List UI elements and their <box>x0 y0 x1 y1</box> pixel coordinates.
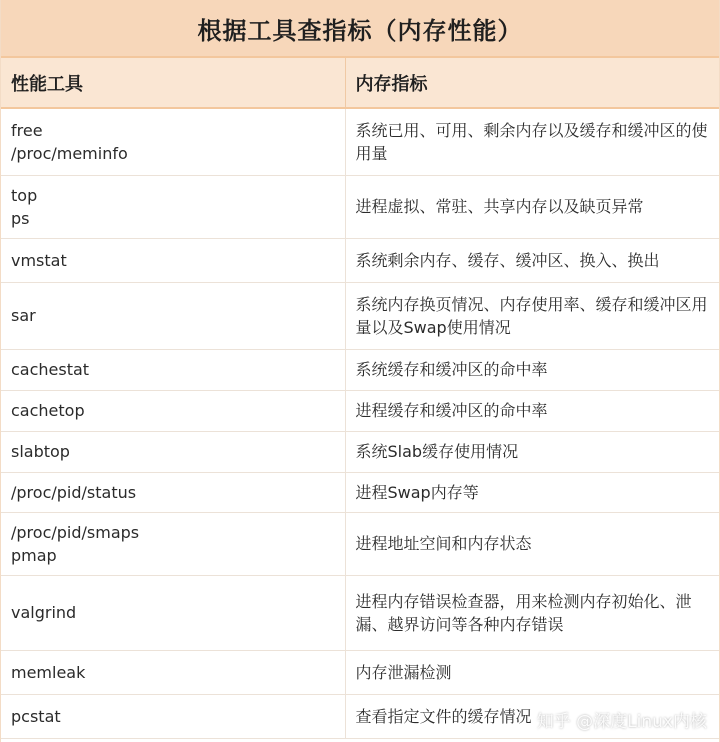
metric-cell: 进程内存错误检查器，用来检测内存初始化、泄漏、越界访问等各种内存错误 <box>345 575 719 650</box>
table-row <box>1 472 719 512</box>
table-row <box>1 238 719 282</box>
table-row <box>1 650 719 694</box>
tool-cell: slabtop <box>1 431 345 472</box>
tool-cell: valgrind <box>1 575 345 650</box>
metric-cell: 内存泄漏检测 <box>345 650 719 694</box>
table-row <box>1 575 719 650</box>
tool-cell: vmstat <box>1 238 345 282</box>
table-title: 根据工具查指标（内存性能） <box>1 0 719 56</box>
metric-cell: 系统已用、可用、剩余内存以及缓存和缓冲区的使用量 <box>345 108 719 175</box>
table-row <box>1 175 719 238</box>
table-header-row <box>1 57 719 108</box>
tool-cell: cachestat <box>1 349 345 390</box>
table-row <box>1 431 719 472</box>
table-row <box>1 512 719 575</box>
tool-cell: pcstat <box>1 694 345 738</box>
column-header-tool: 性能工具 <box>1 57 345 108</box>
table-row <box>1 349 719 390</box>
tool-metric-table <box>1 56 719 739</box>
table-row <box>1 390 719 431</box>
metric-cell: 进程虚拟、常驻、共享内存以及缺页异常 <box>345 175 719 238</box>
table-row <box>1 694 719 738</box>
metric-cell: 进程缓存和缓冲区的命中率 <box>345 390 719 431</box>
tool-cell: top ps <box>1 175 345 238</box>
metric-cell: 进程Swap内存等 <box>345 472 719 512</box>
table-row <box>1 108 719 175</box>
metric-cell: 系统剩余内存、缓存、缓冲区、换入、换出 <box>345 238 719 282</box>
tool-cell: /proc/pid/status <box>1 472 345 512</box>
tool-cell: memleak <box>1 650 345 694</box>
tool-cell: cachetop <box>1 390 345 431</box>
table-row <box>1 282 719 349</box>
metric-cell: 查看指定文件的缓存情况 <box>345 694 719 738</box>
watermark-text: 知乎 @深度Linux内核 <box>536 712 707 732</box>
column-header-metric: 内存指标 <box>345 57 719 108</box>
metric-cell: 进程地址空间和内存状态 <box>345 512 719 575</box>
metric-cell: 系统内存换页情况、内存使用率、缓存和缓冲区用量以及Swap使用情况 <box>345 282 719 349</box>
tool-cell: free /proc/meminfo <box>1 108 345 175</box>
metric-cell: 系统缓存和缓冲区的命中率 <box>345 349 719 390</box>
tool-cell: /proc/pid/smaps pmap <box>1 512 345 575</box>
tool-cell: sar <box>1 282 345 349</box>
metric-cell: 系统Slab缓存使用情况 <box>345 431 719 472</box>
